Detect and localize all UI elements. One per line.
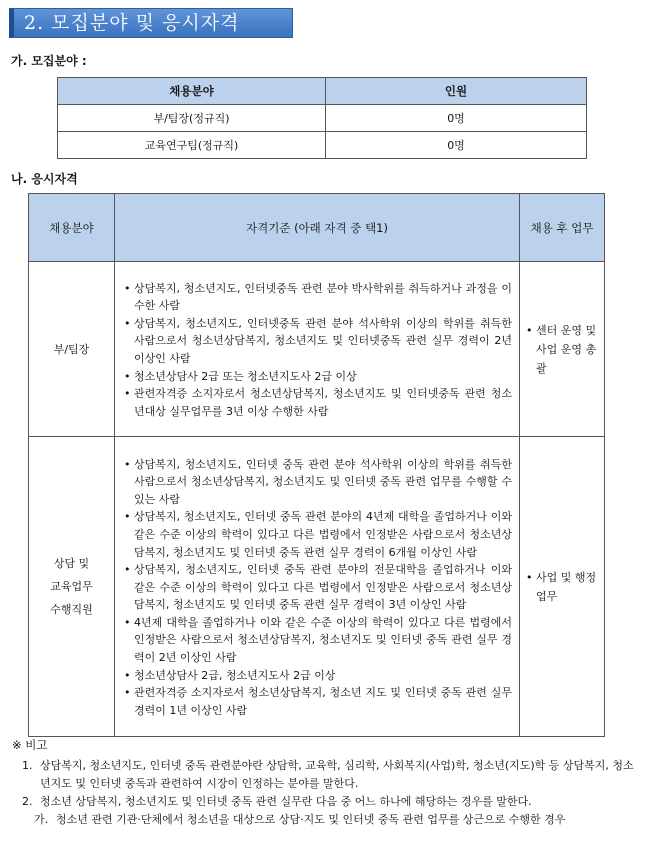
criteria-cell <box>115 262 520 437</box>
duties-cell <box>520 437 605 737</box>
field-line: 수행직원 <box>50 603 93 616</box>
note-number: 1. <box>22 759 33 772</box>
recruitment-table <box>57 77 587 159</box>
note-sub-text: 청소년 관련 기관·단체에서 청소년을 대상으로 상담·지도 및 인터넷 중독 관련 업무를 상근으로 수행한 경우 <box>56 813 566 826</box>
note-item <box>22 793 640 811</box>
table-header-row <box>29 194 605 262</box>
duty-item: • 센터 운영 및 사업 운영 총괄 <box>526 321 600 378</box>
note-number: 2. <box>22 795 33 808</box>
section-banner <box>9 8 293 38</box>
qualification-table <box>28 193 605 737</box>
criteria-item: • 상담복지, 청소년지도, 인터넷중독 관련 분야 석사학위 이상의 학위를 취득한 사람으로서 청소년상담복지, 청소년지도 및 인터넷중독 관련 실무 경력이 2년 이상인 사람 <box>122 315 512 368</box>
table-row <box>29 262 605 437</box>
criteria-item: • 청소년상담사 2급 또는 청소년지도사 2급 이상 <box>122 368 512 386</box>
header-field: 채용분야 <box>29 194 115 262</box>
count-cell: 0명 <box>326 105 587 132</box>
criteria-item: • 관련자격증 소지자로서 청소년상담복지, 청소년 지도 및 인터넷 중독 관련 실무 경력이 1년 이상인 사람 <box>122 684 512 719</box>
table-row <box>29 437 605 737</box>
table-row <box>58 105 587 132</box>
criteria-item: • 청소년상담사 2급, 청소년지도사 2급 이상 <box>122 667 512 685</box>
notes-heading: ※ 비고 <box>12 738 48 752</box>
field-cell: 교육연구팀(정규직) <box>58 132 326 159</box>
field-cell: 부/팀장(정규직) <box>58 105 326 132</box>
header-duties: 채용 후 업무 <box>520 194 605 262</box>
notes-list <box>22 757 640 829</box>
criteria-item: • 상담복지, 청소년지도, 인터넷 중독 관련 분야의 4년제 대학을 졸업하거나 이와 같은 수준 이상의 학력이 있다고 다른 법령에서 인정받은 사람으로서 청소년상담복지, 청소년지도 및 인터넷 중독 관련 실무 경력이 6개월 이상인 사람 <box>122 508 512 561</box>
section-a-heading: 가. 모집분야 : <box>11 54 87 68</box>
table-header-row <box>58 78 587 105</box>
field-line: 교육업무 <box>50 580 93 593</box>
header-count: 인원 <box>326 78 587 105</box>
section-b-heading: 나. 응시자격 <box>11 172 78 186</box>
count-cell: 0명 <box>326 132 587 159</box>
criteria-item: • 4년제 대학을 졸업하거나 이와 같은 수준 이상의 학력이 있다고 다른 법령에서 인정받은 사람으로서 청소년상담복지, 청소년지도 및 인터넷 중독 관련 실무 경력이 2년 이상인 사람 <box>122 614 512 667</box>
criteria-item: • 상담복지, 청소년지도, 인터넷중독 관련 분야 박사학위를 취득하거나 과정을 이수한 사람 <box>122 280 512 315</box>
criteria-item: • 관련자격증 소지자로서 청소년상담복지, 청소년지도 및 인터넷중독 관련 청소년대상 실무업무를 3년 이상 수행한 사람 <box>122 385 512 420</box>
criteria-item: • 상담복지, 청소년지도, 인터넷 중독 관련 분야 석사학위 이상의 학위를 취득한 사람으로서 청소년상담복지, 청소년지도 및 인터넷 중독 관련 업무를 수행할 수 있는 사람 <box>122 456 512 509</box>
header-criteria: 자격기준 (아래 자격 중 택1) <box>115 194 520 262</box>
field-line: 상담 및 <box>53 557 90 570</box>
duty-item: • 사업 및 행정업무 <box>526 568 600 606</box>
header-field: 채용분야 <box>58 78 326 105</box>
note-item <box>22 757 640 793</box>
criteria-item: • 상담복지, 청소년지도, 인터넷 중독 관련 분야의 전문대학을 졸업하거나 이와 같은 수준 이상의 학력이 있다고 다른 법령에서 인정받은 사람으로서 청소년상담복지, 청소년지도 및 인터넷 중독 관련 실무 경력이 3년 이상인 사람 <box>122 561 512 614</box>
field-cell <box>29 437 115 737</box>
criteria-cell <box>115 437 520 737</box>
note-sub-number: 가. <box>34 813 49 826</box>
duties-cell <box>520 262 605 437</box>
field-cell: 부/팀장 <box>29 262 115 437</box>
note-text: 상담복지, 청소년지도, 인터넷 중독 관련분야란 상담학, 교육학, 심리학, 사회복지(사업)학, 청소년(지도)학 등 상담복지, 청소년지도 및 인터넷 중독과 관련하여 시장이 인정하는 분야를 말한다. <box>40 759 634 790</box>
section-title: 2. 모집분야 및 응시자격 <box>24 12 240 34</box>
note-text: 청소년 상담복지, 청소년지도 및 인터넷 중독 관련 실무란 다음 중 어느 하나에 해당하는 경우를 말한다. <box>40 795 532 808</box>
table-row <box>58 132 587 159</box>
note-sub-item <box>22 811 640 829</box>
